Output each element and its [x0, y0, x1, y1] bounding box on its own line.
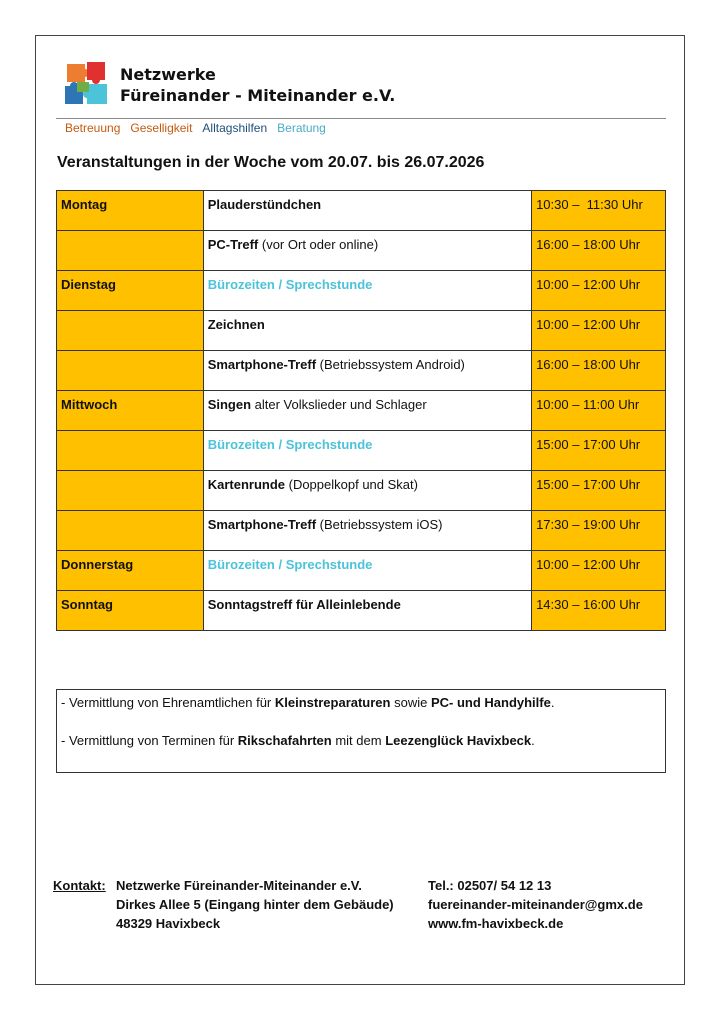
schedule-row [57, 231, 666, 271]
day-cell: Mittwoch [57, 391, 204, 431]
time-cell: 10:30 – 11:30 Uhr [532, 191, 666, 231]
schedule-row [57, 551, 666, 591]
note-line [61, 733, 661, 748]
time-cell: 16:00 – 18:00 Uhr [532, 231, 666, 271]
event-title: Bürozeiten / Sprechstunde [207, 277, 373, 292]
contact-address-line: Dirkes Allee 5 (Eingang hinter dem Gebäude) [116, 897, 394, 912]
event-cell [203, 311, 531, 351]
time-cell: 14:30 – 16:00 Uhr [532, 591, 666, 631]
org-name-line2: Füreinander - Miteinander e.V. [120, 86, 396, 105]
time-cell: 15:00 – 17:00 Uhr [532, 431, 666, 471]
event-details: alter Volkslieder und Schlager [251, 397, 427, 412]
service-tag: Betreuung [65, 121, 121, 135]
schedule-row [57, 191, 666, 231]
day-cell [57, 431, 204, 471]
event-cell [203, 431, 531, 471]
time-cell: 10:00 – 12:00 Uhr [532, 271, 666, 311]
service-tag: Beratung [277, 121, 326, 135]
contact-label: Kontakt: [53, 878, 106, 893]
event-cell [203, 191, 531, 231]
time-cell: 10:00 – 11:00 Uhr [532, 391, 666, 431]
schedule-row [57, 391, 666, 431]
note-text: . [550, 695, 555, 710]
header-divider [56, 118, 666, 119]
services-note-box [56, 689, 666, 773]
week-title: Veranstaltungen in der Woche vom 20.07. bis 26.07.2026 [57, 154, 485, 171]
time-cell: 10:00 – 12:00 Uhr [532, 551, 666, 591]
schedule-row [57, 471, 666, 511]
note-highlight: PC- und Handyhilfe [430, 695, 551, 710]
event-details: (Betriebssystem Android) [316, 357, 465, 372]
contact-phone: Tel.: 02507/ 54 12 13 [428, 878, 552, 893]
contact-address-line: 48329 Havixbeck [116, 916, 221, 931]
contact-address [116, 876, 394, 933]
schedule-row [57, 311, 666, 351]
day-cell: Donnerstag [57, 551, 204, 591]
note-highlight: Leezenglück Havixbeck [385, 733, 532, 748]
service-tag: Geselligkeit [130, 121, 193, 135]
schedule-row [57, 511, 666, 551]
day-cell [57, 351, 204, 391]
time-cell: 10:00 – 12:00 Uhr [532, 311, 666, 351]
time-cell: 17:30 – 19:00 Uhr [532, 511, 666, 551]
contact-website[interactable]: www.fm-havixbeck.de [428, 916, 564, 931]
day-cell: Dienstag [57, 271, 204, 311]
note-highlight: Kleinstreparaturen [274, 695, 391, 710]
day-cell [57, 311, 204, 351]
org-name-line1: Netzwerke [120, 65, 216, 84]
event-title: Smartphone-Treff [207, 357, 317, 372]
event-details: (vor Ort oder online) [258, 237, 379, 252]
event-cell [203, 551, 531, 591]
event-details: (Doppelkopf und Skat) [285, 477, 418, 492]
note-text: - Vermittlung von Ehrenamtlichen für [61, 695, 275, 710]
note-highlight: Rikschafahrten [237, 733, 332, 748]
day-cell [57, 511, 204, 551]
event-title: Bürozeiten / Sprechstunde [207, 437, 373, 452]
day-cell: Sonntag [57, 591, 204, 631]
time-cell: 15:00 – 17:00 Uhr [532, 471, 666, 511]
event-cell [203, 591, 531, 631]
event-cell [203, 351, 531, 391]
event-title: Sonntagstreff für Alleinlebende [207, 597, 401, 612]
contact-email[interactable]: fuereinander-miteinander@gmx.de [428, 897, 643, 912]
day-cell: Montag [57, 191, 204, 231]
event-cell [203, 231, 531, 271]
time-cell: 16:00 – 18:00 Uhr [532, 351, 666, 391]
service-tag: Alltagshilfen [202, 121, 268, 135]
event-details: (Betriebssystem iOS) [316, 517, 443, 532]
note-text: mit dem [331, 733, 386, 748]
event-cell [203, 391, 531, 431]
event-title: Bürozeiten / Sprechstunde [207, 557, 373, 572]
schedule-table [56, 190, 666, 631]
event-title: Singen [207, 397, 252, 412]
day-cell [57, 471, 204, 511]
schedule-row [57, 591, 666, 631]
event-title: PC-Treff [207, 237, 259, 252]
schedule-row [57, 351, 666, 391]
contact-details [428, 876, 643, 933]
event-title: Kartenrunde [207, 477, 285, 492]
event-cell [203, 511, 531, 551]
day-cell [57, 231, 204, 271]
event-title: Plauderstündchen [207, 197, 322, 212]
puzzle-logo [63, 60, 111, 112]
schedule-row [57, 431, 666, 471]
org-name [120, 64, 395, 106]
contact-address-line: Netzwerke Füreinander-Miteinander e.V. [116, 878, 362, 893]
note-line [61, 695, 661, 710]
note-text: - Vermittlung von Terminen für [61, 733, 238, 748]
event-title: Smartphone-Treff [207, 517, 317, 532]
event-title: Zeichnen [207, 317, 265, 332]
event-cell [203, 471, 531, 511]
event-cell [203, 271, 531, 311]
note-text: sowie [390, 695, 431, 710]
schedule-row [57, 271, 666, 311]
service-tags [65, 121, 336, 135]
note-text: . [531, 733, 535, 748]
